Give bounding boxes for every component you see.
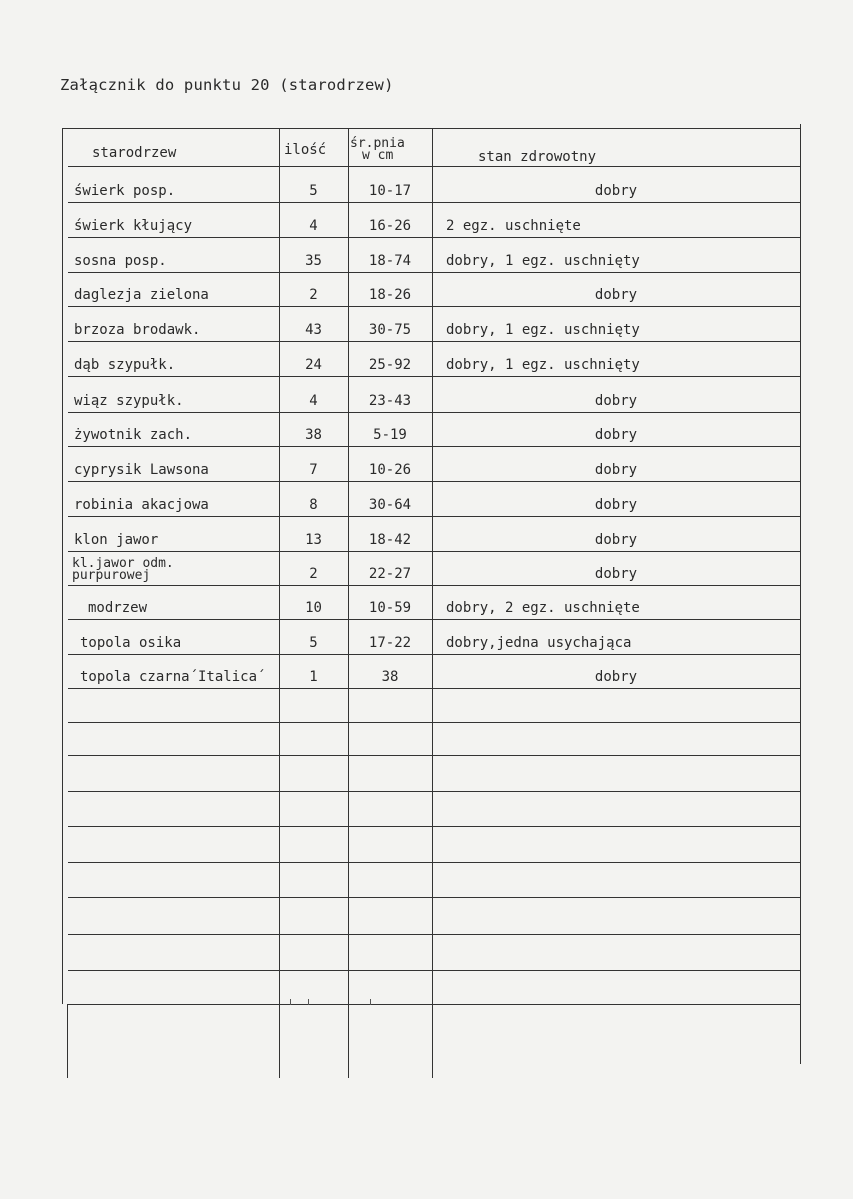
row-rule	[68, 688, 800, 689]
row-count: 1	[309, 669, 318, 685]
row-species: świerk posp.	[74, 183, 176, 199]
header-health: stan zdrowotny	[478, 149, 597, 165]
header-diameter-line2: w cm	[362, 148, 394, 163]
row-diameter: 10-26	[368, 462, 412, 478]
pencil-mark	[308, 999, 309, 1005]
row-count: 2	[309, 287, 318, 303]
row-diameter: 22-27	[368, 566, 412, 582]
row-species: daglezja zielona	[74, 287, 209, 303]
col-rule-right	[800, 124, 801, 1064]
row-rule	[68, 862, 800, 863]
row-species: brzoza brodawk.	[74, 322, 201, 338]
row-count: 10	[305, 600, 322, 616]
row-diameter: 38	[381, 669, 399, 685]
row-diameter: 18-74	[368, 253, 412, 269]
row-count: 38	[305, 427, 322, 443]
row-health: dobry	[594, 183, 638, 199]
row-count: 4	[309, 218, 318, 234]
row-health: dobry	[594, 566, 638, 582]
row-rule	[68, 897, 800, 898]
row-species: cyprysik Lawsona	[74, 462, 209, 478]
row-count: 13	[305, 532, 322, 548]
row-species: topola czarna´Italica´	[80, 669, 266, 685]
row-health: dobry	[594, 669, 638, 685]
row-diameter: 23-43	[368, 393, 412, 409]
row-health: dobry	[594, 393, 638, 409]
col-rule-left-lower	[67, 1004, 68, 1078]
row-health: dobry, 1 egz. uschnięty	[446, 322, 640, 338]
page-title: Załącznik do punktu 20 (starodrzew)	[60, 76, 394, 94]
row-species: modrzew	[88, 600, 148, 616]
row-health: dobry	[594, 462, 638, 478]
row-species	[72, 551, 277, 585]
row-rule	[68, 826, 800, 827]
row-diameter: 18-26	[368, 287, 412, 303]
header-species: starodrzew	[92, 145, 177, 161]
row-species-line2: purpurowej	[72, 568, 151, 583]
header-diameter-line1: śr.pnia	[350, 136, 405, 151]
row-diameter: 18-42	[368, 532, 412, 548]
row-health: dobry, 2 egz. uschnięte	[446, 600, 640, 616]
row-count: 7	[309, 462, 318, 478]
row-diameter: 17-22	[368, 635, 412, 651]
row-rule	[68, 1004, 800, 1005]
row-count: 24	[305, 357, 322, 373]
row-health: dobry	[594, 427, 638, 443]
row-species: sosna posp.	[74, 253, 167, 269]
row-diameter: 30-64	[368, 497, 412, 513]
row-count: 2	[309, 566, 318, 582]
row-species: żywotnik zach.	[74, 427, 193, 443]
row-species: świerk kłujący	[74, 218, 193, 234]
row-count: 35	[305, 253, 322, 269]
row-count: 43	[305, 322, 322, 338]
row-health: dobry	[594, 287, 638, 303]
row-species: wiąz szypułk.	[74, 393, 184, 409]
row-rule	[68, 722, 800, 723]
row-health: dobry, 1 egz. uschnięty	[446, 357, 640, 373]
row-count: 8	[309, 497, 318, 513]
row-health: dobry	[594, 497, 638, 513]
row-health: 2 egz. uschnięte	[446, 218, 581, 234]
row-species: robinia akacjowa	[74, 497, 209, 513]
row-health: dobry,jedna usychająca	[446, 635, 632, 651]
row-health: dobry, 1 egz. uschnięty	[446, 253, 640, 269]
col-rule-left	[62, 128, 63, 1004]
row-diameter: 5-19	[373, 427, 407, 443]
row-species-line1: kl.jawor odm.	[72, 556, 174, 571]
pencil-mark	[290, 999, 291, 1005]
row-diameter: 25-92	[368, 357, 412, 373]
row-rule	[68, 755, 800, 756]
row-count: 5	[309, 183, 318, 199]
row-species: klon jawor	[74, 532, 159, 548]
pencil-mark	[370, 999, 371, 1005]
row-rule	[68, 934, 800, 935]
col-rule	[432, 128, 433, 1078]
row-diameter: 10-59	[368, 600, 412, 616]
row-health: dobry	[594, 532, 638, 548]
row-rule	[68, 791, 800, 792]
row-rule	[68, 970, 800, 971]
row-diameter: 16-26	[368, 218, 412, 234]
row-count: 5	[309, 635, 318, 651]
row-species: dąb szypułk.	[74, 357, 176, 373]
row-diameter: 10-17	[368, 183, 412, 199]
row-count: 4	[309, 393, 318, 409]
row-diameter: 30-75	[368, 322, 412, 338]
row-species: topola osika	[80, 635, 182, 651]
table-top-border	[62, 128, 800, 129]
header-count: ilość	[284, 142, 327, 158]
